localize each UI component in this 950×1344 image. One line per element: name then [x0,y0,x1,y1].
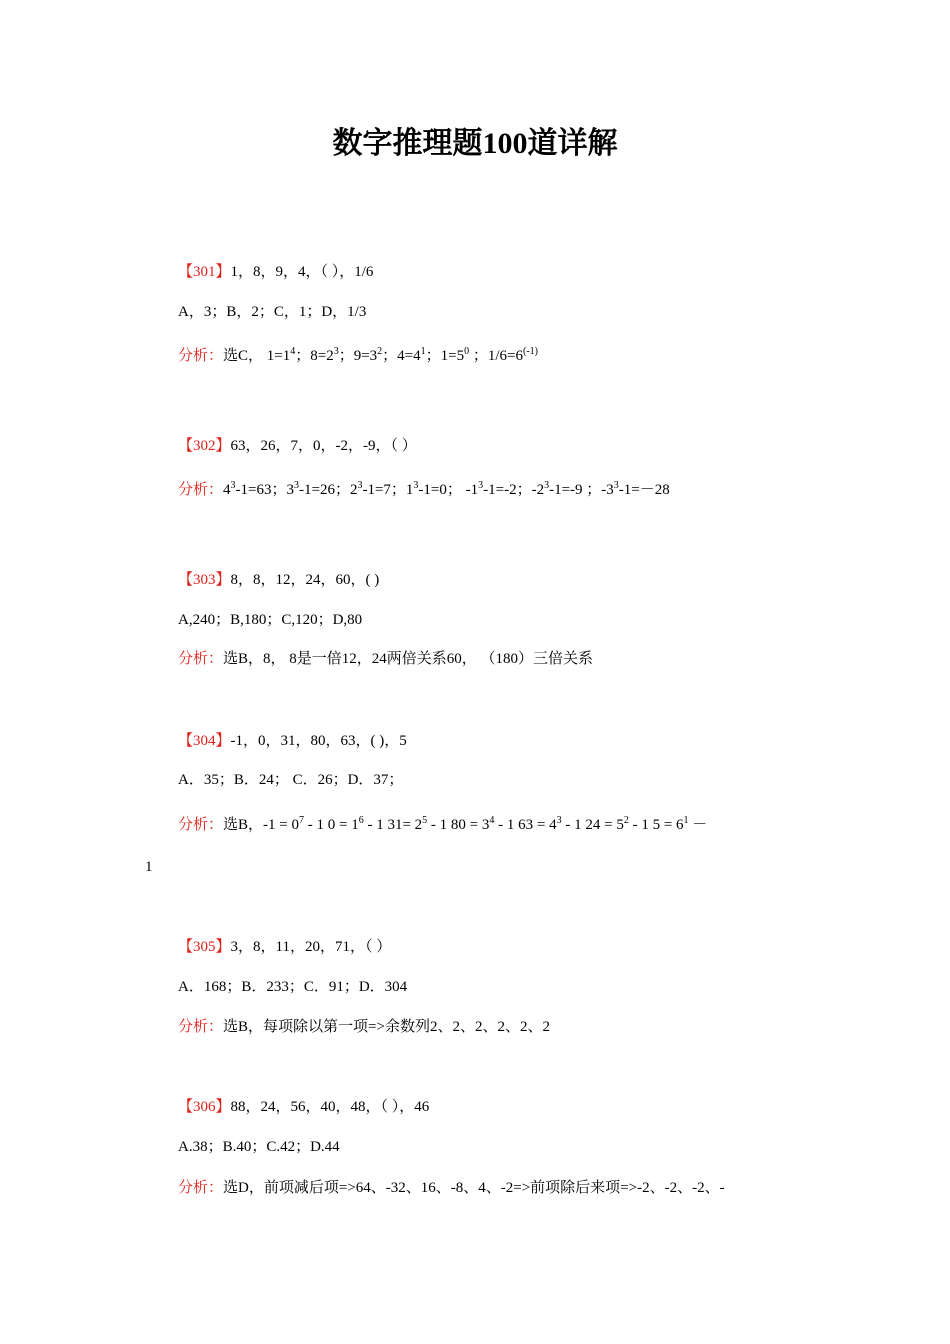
question-number: 【302】 [178,438,231,454]
question-304-analysis [178,815,707,835]
question-302-stem [178,436,417,456]
exponent: 3 [357,480,363,491]
question-301-stem [178,262,373,282]
question-text: 88，24，56，40，48，（ ），46 [230,1099,430,1115]
analysis-text: -1=63；3 [235,482,294,498]
exponent: 3 [544,480,550,491]
analysis-label: 分析： [178,1019,224,1035]
question-304-options: A．35；B．24； C．26；D．37； [178,772,404,788]
question-303-options: A,240；B,180；C,120；D,80 [178,612,363,628]
exponent: 3 [478,480,484,491]
question-305-analysis [178,1017,550,1037]
question-305-stem [178,937,391,957]
analysis-label: 分析： [178,1180,224,1196]
exponent: 0 [464,346,470,357]
exponent: 3 [333,346,339,357]
question-303-stem [178,570,379,590]
question-text: 8，8，12，24，60，( ) [230,572,380,588]
question-number: 【304】 [178,733,231,749]
question-302-analysis [178,480,670,500]
question-305-options: A．168；B．233；C．91；D．304 [178,979,408,995]
exponent: 5 [422,815,428,826]
question-number: 【301】 [178,264,231,280]
analysis-text: 选B，8， 8是一倍12，24两倍关系60， （180）三倍关系 [223,651,594,667]
analysis-text: ；1=5 [425,348,465,364]
analysis-text: 4 [223,482,231,498]
analysis-text: ；4=4 [382,348,421,364]
analysis-text: 选D，前项减后项=>64、-32、16、-8、4、-2=>前项除后来项=>-2、-2、-2、- [223,1180,725,1196]
exponent: (-1) [523,346,538,357]
question-306-options: A.38；B.40；C.42；D.44 [178,1139,340,1155]
question-text: -1，0，31，80，63，( )，5 [230,733,407,749]
exponent: 3 [230,480,236,491]
analysis-text: - 1 63 = 4 [494,817,557,833]
analysis-text: 选B，每项除以第一项=>余数列2、2、2、2、2、2 [223,1019,550,1035]
question-306-stem [178,1097,429,1117]
analysis-text: -1=0； -1 [418,482,479,498]
analysis-text: － [688,817,708,833]
question-text: 1，8，9，4，（ ），1/6 [230,264,374,280]
analysis-text: - 1 24 = 5 [561,817,624,833]
question-304-stem [178,731,407,751]
exponent: 7 [298,815,304,826]
analysis-text: - 1 5 = 6 [628,817,684,833]
question-number: 【306】 [178,1099,231,1115]
question-text: 63，26，7，0，-2，-9，（ ） [230,438,417,454]
analysis-label: 分析： [178,348,224,364]
analysis-text: 选B，-1 = 0 [223,817,299,833]
question-number: 【305】 [178,939,231,955]
analysis-label: 分析： [178,817,224,833]
exponent: 4 [489,815,495,826]
analysis-text: - 1 80 = 3 [427,817,490,833]
question-number: 【303】 [178,572,231,588]
exponent: 4 [290,346,296,357]
exponent: 1 [683,815,689,826]
question-304-analysis-wrap: 1 [145,859,153,875]
analysis-text: - 1 0 = 1 [303,817,359,833]
exponent: 3 [613,480,619,491]
question-303-analysis [178,649,593,669]
analysis-text: ；8=2 [295,348,334,364]
exponent: 6 [358,815,364,826]
exponent: 2 [377,346,383,357]
page-title: 数字推理题100道详解 [332,127,618,160]
exponent: 2 [623,815,629,826]
exponent: 3 [413,480,419,491]
analysis-text: -1=7；1 [362,482,414,498]
analysis-text: - 1 31= 2 [363,817,423,833]
analysis-text: -1=-2；-2 [483,482,545,498]
analysis-text: -1=-9 ；-3 [549,482,614,498]
analysis-text: ；9=3 [338,348,378,364]
analysis-label: 分析： [178,482,224,498]
analysis-text: ；1/6=6 [469,348,523,364]
question-306-analysis [178,1178,725,1198]
question-text: 3，8，11，20，71，（ ） [230,939,392,955]
analysis-text: -1=26；2 [298,482,358,498]
exponent: 1 [420,346,426,357]
exponent: 3 [556,815,562,826]
question-301-options: A，3；B，2；C，1；D，1/3 [178,304,367,320]
analysis-label: 分析： [178,651,224,667]
question-301-analysis [178,346,538,366]
analysis-text: -1=－28 [618,482,670,498]
exponent: 3 [293,480,299,491]
analysis-text: 选C， 1=1 [223,348,291,364]
